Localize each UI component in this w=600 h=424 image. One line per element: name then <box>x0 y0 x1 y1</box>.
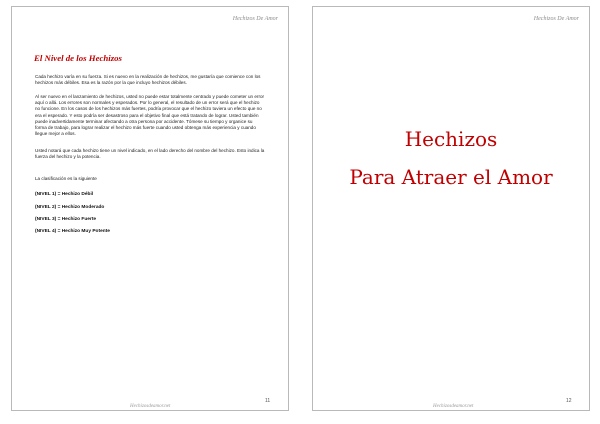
page-number: 11 <box>265 398 271 404</box>
body-paragraph: Usted notará que cada hechizo tiene un nivel indicado, en el lado derecho del nombre del hechizo. Esto indica la fuerza del hechizo y la potencia. <box>35 148 265 160</box>
left-page <box>11 6 289 411</box>
level-item: (NIVEL 4) = Hechizo Muy Potente <box>35 229 110 234</box>
body-paragraph: Cada hechizo varía en su fuerza. Si es nuevo en la realización de hechizos, me gustaría que comience con los hechizos más débiles. Esa es la razón por la que incluyo hechizos débiles. <box>35 74 261 86</box>
running-header: Hechizos De Amor <box>232 16 278 22</box>
body-paragraph: La clasificación es la siguiente <box>35 176 97 181</box>
footer-url: Hechizosdeamor.net <box>130 404 171 409</box>
level-item: (NIVEL 2) = Hechizo Moderado <box>35 205 105 210</box>
level-item: (NIVEL 1) = Hechizo Débil <box>35 192 94 197</box>
section-title: El Nivel de los Hechizos <box>34 53 122 63</box>
body-paragraph: Al ser nuevo en el lanzamiento de hechizos, usted no puede estar totalmente centrado y puede cometer un error aquí o allá. Los errores son normales y esperados. Por lo general, el resultado de un error será que el hechizo no funcione. En los casos de los hechizos más fuertes, podría provocar que el hechizo tuviera un efecto que no era el esperado. Y esto podría ser desastroso para el objetivo final que está tratando de lograr. Usted también puede inadvertidamente terminar afectando a otra persona por accidente. Tómese su tiempo y organice su forma de trabajo, para lograr realizar el hechizo más fuerte cuando usted obtenga más experiencia y cuando llegue mejor a ellos. <box>35 94 265 137</box>
running-header: Hechizos De Amor <box>533 16 579 22</box>
page-number: 12 <box>566 398 572 404</box>
right-page <box>312 6 590 411</box>
cover-title-line2: Para Atraer el Amor <box>349 165 553 189</box>
cover-title-line1: Hechizos <box>404 127 498 151</box>
level-item: (NIVEL 3) = Hechizo Fuerte <box>35 217 97 222</box>
footer-url: Hechizosdeamor.net <box>433 404 474 409</box>
